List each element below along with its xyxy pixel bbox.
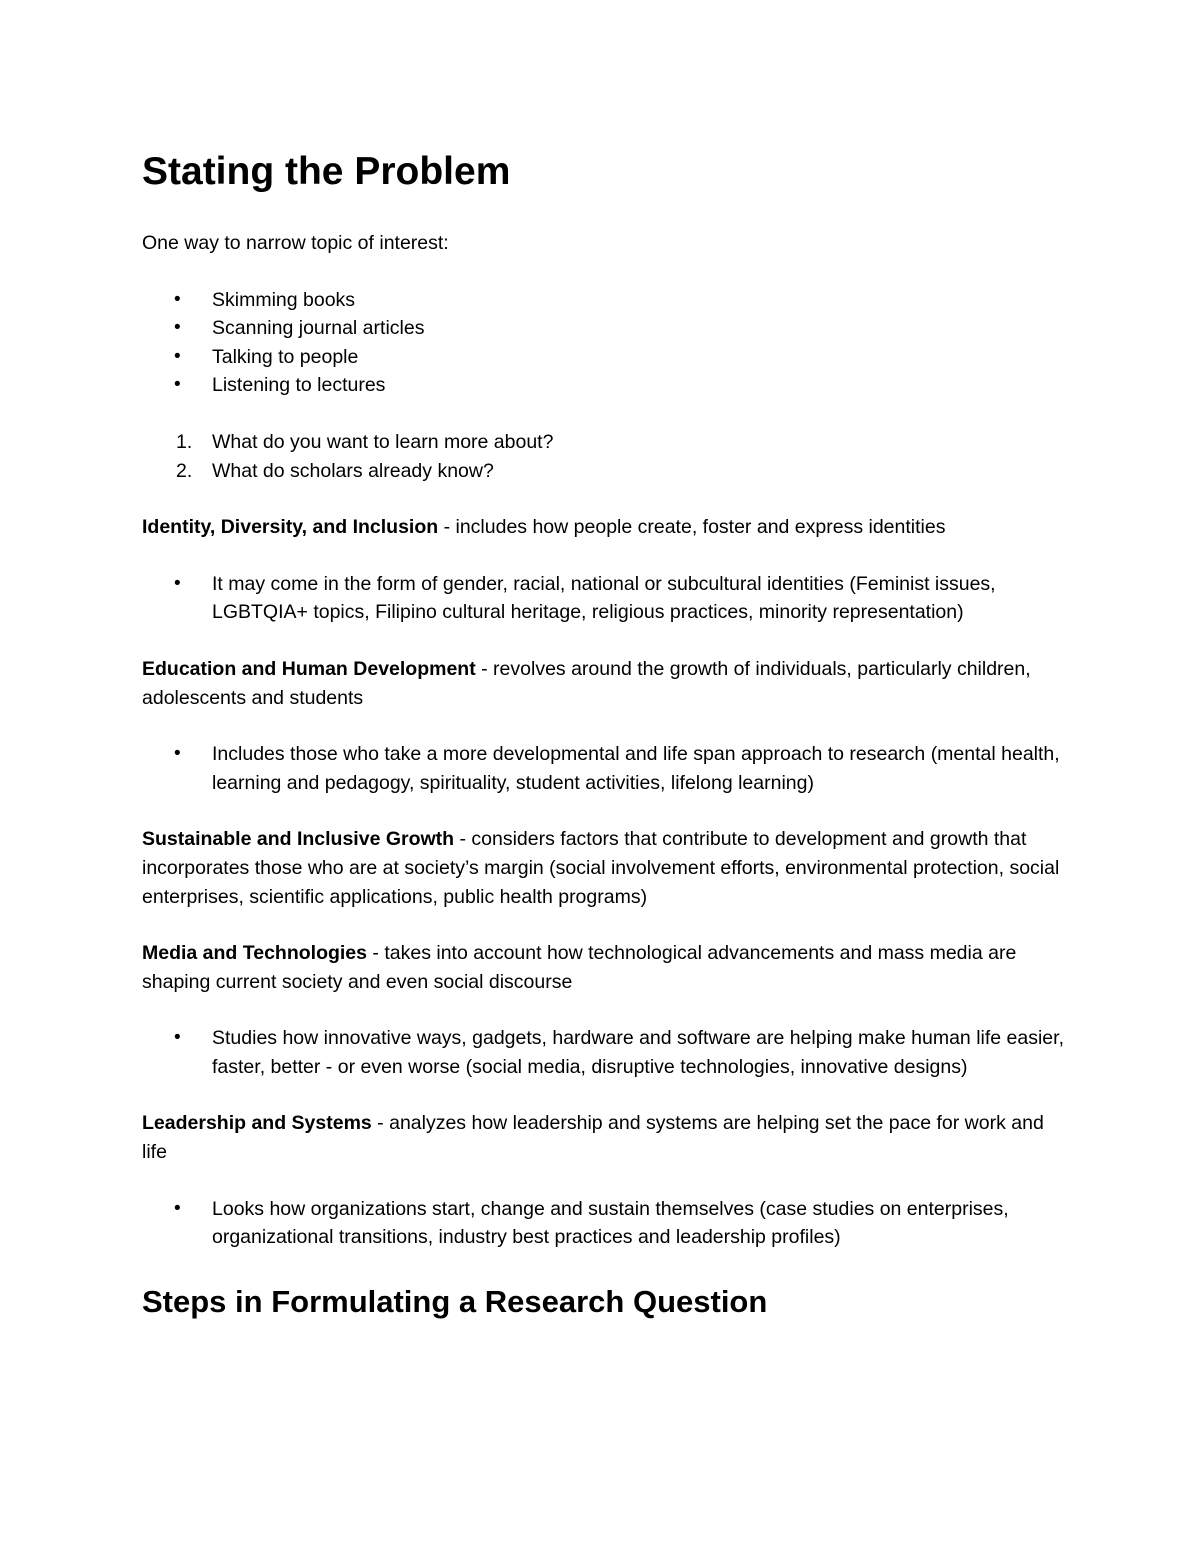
list-item-text: Skimming books [212,288,356,311]
list-item-text: Includes those who take a more developmental and life span approach to research (mental health, learning and pedagogy, spirituality, student activities, lifelong learning) [212,743,1060,794]
list-item [142,740,1072,797]
list-item [142,1024,1072,1081]
list-item [142,314,1072,343]
section-bullets [142,570,1072,627]
list-item-text: What do you want to learn more about? [212,430,554,453]
section-bullets [142,740,1072,797]
methods-list [142,286,1072,400]
list-item-text: It may come in the form of gender, racial, national or subcultural identities (Feminist issues, LGBTQIA+ topics, Filipino cultural heritage, religious practices, minority representation) [212,572,996,624]
section-term: Education and Human Development [142,657,476,680]
bullet-icon: • [174,345,181,367]
section-bullets [142,1195,1072,1252]
section-description: - includes how people create, foster and express identities [438,516,946,539]
bullet-icon: • [174,317,181,339]
document-content [142,148,1072,1322]
list-item-text: Studies how innovative ways, gadgets, hardware and software are helping make human life easier, faster, better - or even worse (social media, disruptive technologies, innovative designs) [212,1027,1064,1078]
section-bullets [142,1024,1072,1081]
page-title: Stating the Problem [142,150,511,193]
list-item [142,428,1072,457]
section-education [142,655,1072,712]
intro-text: One way to narrow topic of interest: [142,232,449,254]
list-number: 2. [176,459,193,482]
bullet-icon: • [174,374,181,396]
list-item-text: Listening to lectures [212,374,386,397]
heading-wrapper [142,1282,1072,1322]
list-item [142,286,1072,315]
bullet-icon: • [174,288,181,310]
list-item-text: Looks how organizations start, change and sustain themselves (case studies on enterprises, organizational transitions, industry best practices and leadership profiles) [212,1197,1009,1249]
section-heading: Steps in Formulating a Research Question [142,1283,768,1319]
section-description: - analyzes how leadership and systems are helping set the pace for work and life [142,1112,1044,1164]
section-media [142,939,1072,996]
list-item [142,457,1072,486]
section-identity [142,513,1072,542]
section-leadership [142,1109,1072,1166]
section-description: - takes into account how technological advancements and mass media are shaping current society and even social discourse [142,942,1017,993]
list-item-text: Talking to people [212,345,359,368]
bullet-icon: • [174,572,181,594]
section-term: Leadership and Systems [142,1112,372,1135]
list-item-text: Scanning journal articles [212,317,425,340]
section-term: Identity, Diversity, and Inclusion [142,516,439,539]
list-item-text: What do scholars already know? [212,459,494,482]
list-number: 1. [176,430,193,453]
list-item [142,1195,1072,1252]
questions-list [142,428,1072,485]
section-term: Sustainable and Inclusive Growth [142,828,455,851]
list-item [142,343,1072,372]
bullet-icon: • [174,1197,181,1219]
section-description: - revolves around the growth of individuals, particularly children, adolescents and students [142,657,1031,709]
section-sustainable [142,825,1072,911]
bullet-icon: • [174,1027,181,1049]
list-item [142,570,1072,627]
list-item [142,371,1072,400]
section-term: Media and Technologies [142,942,368,965]
section-description: - considers factors that contribute to development and growth that incorporates those who are at society’s margin (social involvement efforts, environmental protection, social enterprises, scientific applications, public health programs) [142,828,1060,908]
bullet-icon: • [174,743,181,765]
